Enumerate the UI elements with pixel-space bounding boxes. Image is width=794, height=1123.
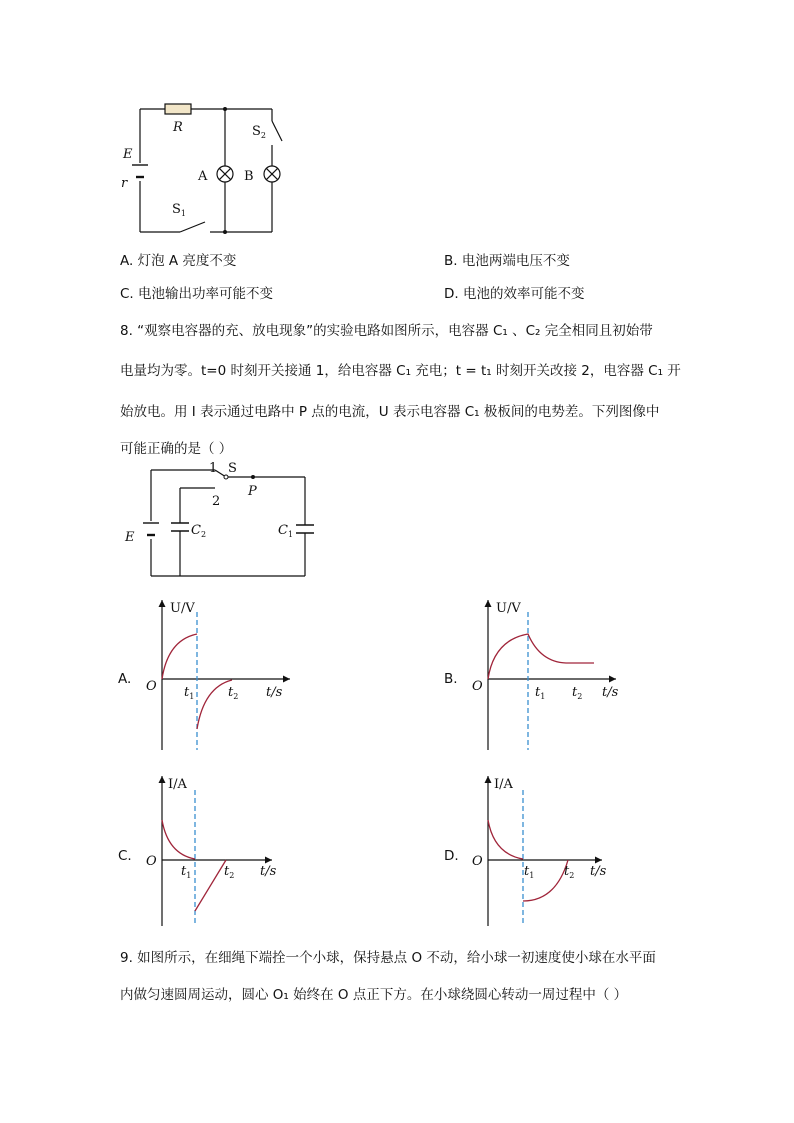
tick-t1: $t_1$ (181, 864, 192, 880)
y-axis-label: I/A (168, 777, 187, 792)
label-E: E (123, 147, 133, 162)
graph-A-label: A. (118, 671, 132, 687)
label-P: P (248, 484, 257, 499)
circuit-diagram-q8 (115, 455, 325, 585)
tick-t1: $t_1$ (184, 685, 195, 701)
origin-label: O (472, 679, 483, 694)
graph-B-label: B. (444, 671, 458, 687)
graph-B (466, 592, 626, 757)
q8-line-3: 始放电。用 I 表示通过电路中 P 点的电流，U 表示电容器 C₁ 极板间的电势差。下列图像中 (120, 404, 660, 420)
label-S: S (228, 461, 237, 476)
battery-E (132, 165, 148, 177)
q7-option-A: A. 灯泡 A 亮度不变 (120, 253, 237, 269)
x-axis-label: t/s (590, 864, 607, 879)
graph-C (140, 768, 300, 933)
battery-E (143, 523, 159, 535)
y-axis-label: I/A (494, 777, 513, 792)
label-C1: $C_1$ (278, 523, 294, 539)
current-curve-discharging (523, 860, 568, 901)
label-lamp-B: B (244, 169, 254, 184)
origin-label: O (146, 854, 157, 869)
label-pos-1: 1 (209, 461, 218, 476)
tick-t1: $t_1$ (524, 864, 535, 880)
label-C2: $C_2$ (191, 523, 207, 539)
graph-D-label: D. (444, 848, 459, 864)
tick-t2: $t_2$ (564, 864, 575, 880)
x-axis-label: t/s (602, 685, 619, 700)
y-axis-label: U/V (496, 601, 521, 616)
label-R: R (173, 120, 183, 135)
voltage-curve (488, 634, 594, 679)
q7-option-C: C. 电池输出功率可能不变 (120, 286, 274, 302)
x-axis-label: t/s (260, 864, 277, 879)
voltage-curve-discharging (197, 680, 232, 729)
lamp-A (217, 166, 233, 182)
origin-label: O (146, 679, 157, 694)
label-E: E (125, 530, 135, 545)
capacitor-C2 (171, 523, 189, 531)
voltage-curve-charging (162, 634, 197, 679)
current-line-discharging (195, 860, 226, 911)
label-pos-2: 2 (212, 494, 221, 509)
current-curve-charging (162, 820, 195, 859)
label-lamp-A: A (198, 169, 208, 184)
x-axis-label: t/s (266, 685, 283, 700)
capacitor-C1 (296, 525, 314, 533)
origin-label: O (472, 854, 483, 869)
tick-t2: $t_2$ (228, 685, 239, 701)
label-r: r (121, 176, 128, 191)
q7-option-B: B. 电池两端电压不变 (444, 253, 570, 269)
circuit-diagram-q7 (110, 95, 310, 240)
q9-line-1: 9. 如图所示，在细绳下端拴一个小球，保持悬点 O 不动，给小球一初速度使小球在水平面 (120, 950, 656, 966)
q9-line-2: 内做匀速圆周运动，圆心 O₁ 始终在 O 点正下方。在小球绕圆心转动一周过程中（ ） (120, 987, 628, 1003)
q8-line-2: 电量均为零。t=0 时刻开关接通 1，给电容器 C₁ 充电；t = t₁ 时刻开关改接 2，电容器 C₁ 开 (120, 363, 681, 379)
label-S2: $S_2$ (252, 124, 266, 140)
graph-A (140, 592, 300, 757)
y-axis-label: U/V (170, 601, 195, 616)
q7-option-D: D. 电池的效率可能不变 (444, 286, 585, 302)
lamp-B (264, 166, 280, 182)
label-S1: $S_1$ (172, 202, 186, 218)
tick-t2: $t_2$ (224, 864, 235, 880)
graph-D (466, 768, 626, 933)
tick-t1: $t_1$ (535, 685, 546, 701)
q8-line-1: 8. “观察电容器的充、放电现象”的实验电路如图所示，电容器 C₁ 、C₂ 完全相同且初始带 (120, 323, 653, 339)
q8-line-4: 可能正确的是（ ） (120, 441, 233, 457)
point-P (251, 475, 255, 479)
tick-t2: $t_2$ (572, 685, 583, 701)
resistor-R (165, 104, 191, 114)
graph-C-label: C. (118, 848, 132, 864)
current-curve-charging (488, 820, 523, 859)
